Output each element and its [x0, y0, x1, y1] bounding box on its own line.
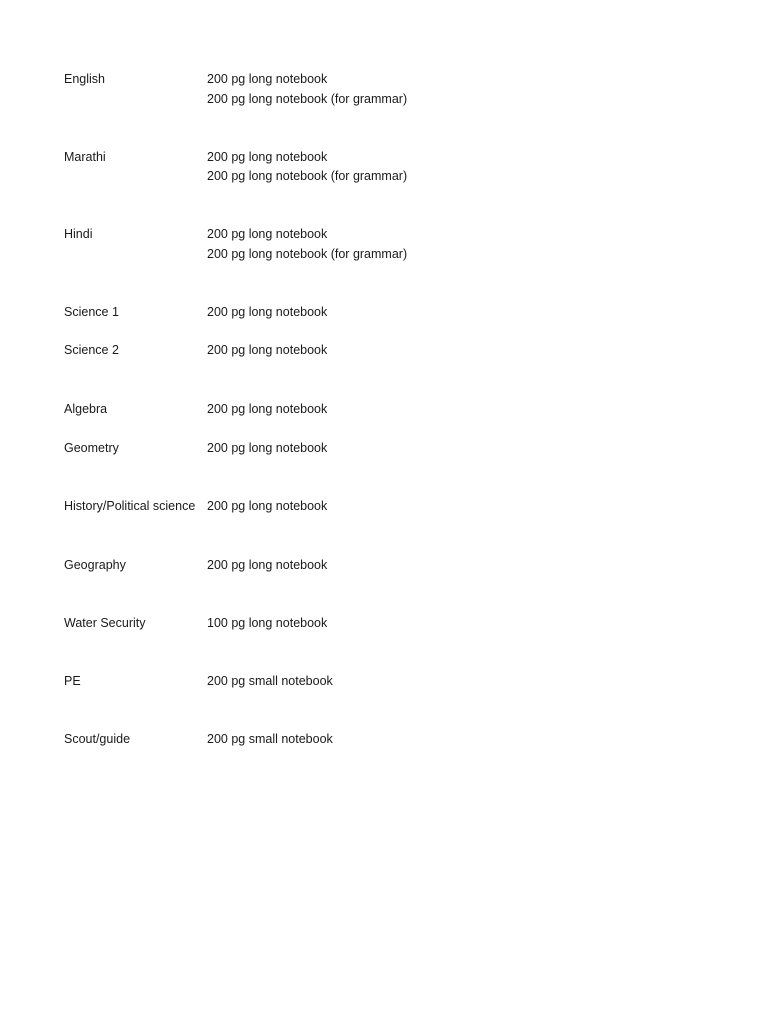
- notebook-entry: 200 pg long notebook: [207, 343, 328, 357]
- row-marathi: [64, 148, 704, 187]
- notebook-list-cell: [207, 303, 704, 323]
- subject-label: Science 2: [64, 343, 119, 357]
- notebook-entry: 200 pg long notebook: [207, 72, 328, 86]
- notebook-entry: 200 pg long notebook (for grammar): [207, 246, 408, 261]
- row-hindi: [64, 225, 704, 264]
- notebook-entry: 100 pg long notebook: [207, 616, 328, 630]
- notebook-list-cell: [207, 556, 704, 576]
- row-algebra: [64, 400, 704, 420]
- subject-label: History/Political science: [64, 499, 196, 513]
- row-english: [64, 70, 704, 109]
- subject-label: Science 1: [64, 304, 119, 319]
- notebook-list-cell: [207, 672, 704, 692]
- subject-label: Hindi: [64, 227, 93, 241]
- subject-label: Algebra: [64, 402, 108, 416]
- notebook-entry: 200 pg long notebook (for grammar): [207, 91, 408, 106]
- subject-label: Scout/guide: [64, 732, 131, 746]
- notebook-list-cell: [207, 148, 704, 187]
- notebook-entry: 200 pg long notebook: [207, 149, 328, 164]
- notebook-list-cell: [207, 341, 704, 361]
- notebook-entry: 200 pg long notebook: [207, 440, 328, 455]
- notebook-list-cell: [207, 439, 704, 459]
- notebook-list: [64, 70, 704, 750]
- subject-label: PE: [64, 674, 81, 688]
- row-history-political-science: [64, 497, 704, 517]
- notebook-entry: 200 pg small notebook: [207, 732, 333, 746]
- notebook-list-cell: [207, 70, 704, 109]
- row-science-1: [64, 303, 704, 323]
- notebook-entry: 200 pg long notebook (for grammar): [207, 169, 408, 183]
- notebook-list-cell: [207, 614, 704, 634]
- notebook-entry: 200 pg long notebook: [207, 304, 328, 319]
- row-water-security: [64, 614, 704, 634]
- subject-label: Geography: [64, 557, 126, 572]
- subject-label: English: [64, 72, 105, 86]
- notebook-entry: 200 pg small notebook: [207, 674, 333, 688]
- row-geometry: [64, 439, 704, 459]
- notebook-entry: 200 pg long notebook: [207, 557, 328, 572]
- subject-label: Marathi: [64, 149, 106, 164]
- notebook-list-cell: [207, 400, 704, 420]
- notebook-list-cell: [207, 497, 704, 517]
- subject-label: Geometry: [64, 440, 119, 455]
- notebook-entry: 200 pg long notebook: [207, 402, 328, 416]
- row-geography: [64, 556, 704, 576]
- notebook-list-cell: [207, 225, 704, 264]
- notebook-list-cell: [207, 730, 704, 750]
- subject-label: Water Security: [64, 616, 146, 630]
- notebook-entry: 200 pg long notebook: [207, 499, 328, 513]
- row-science-2: [64, 341, 704, 361]
- row-pe: [64, 672, 704, 692]
- row-scout-guide: [64, 730, 704, 750]
- notebook-entry: 200 pg long notebook: [207, 227, 328, 241]
